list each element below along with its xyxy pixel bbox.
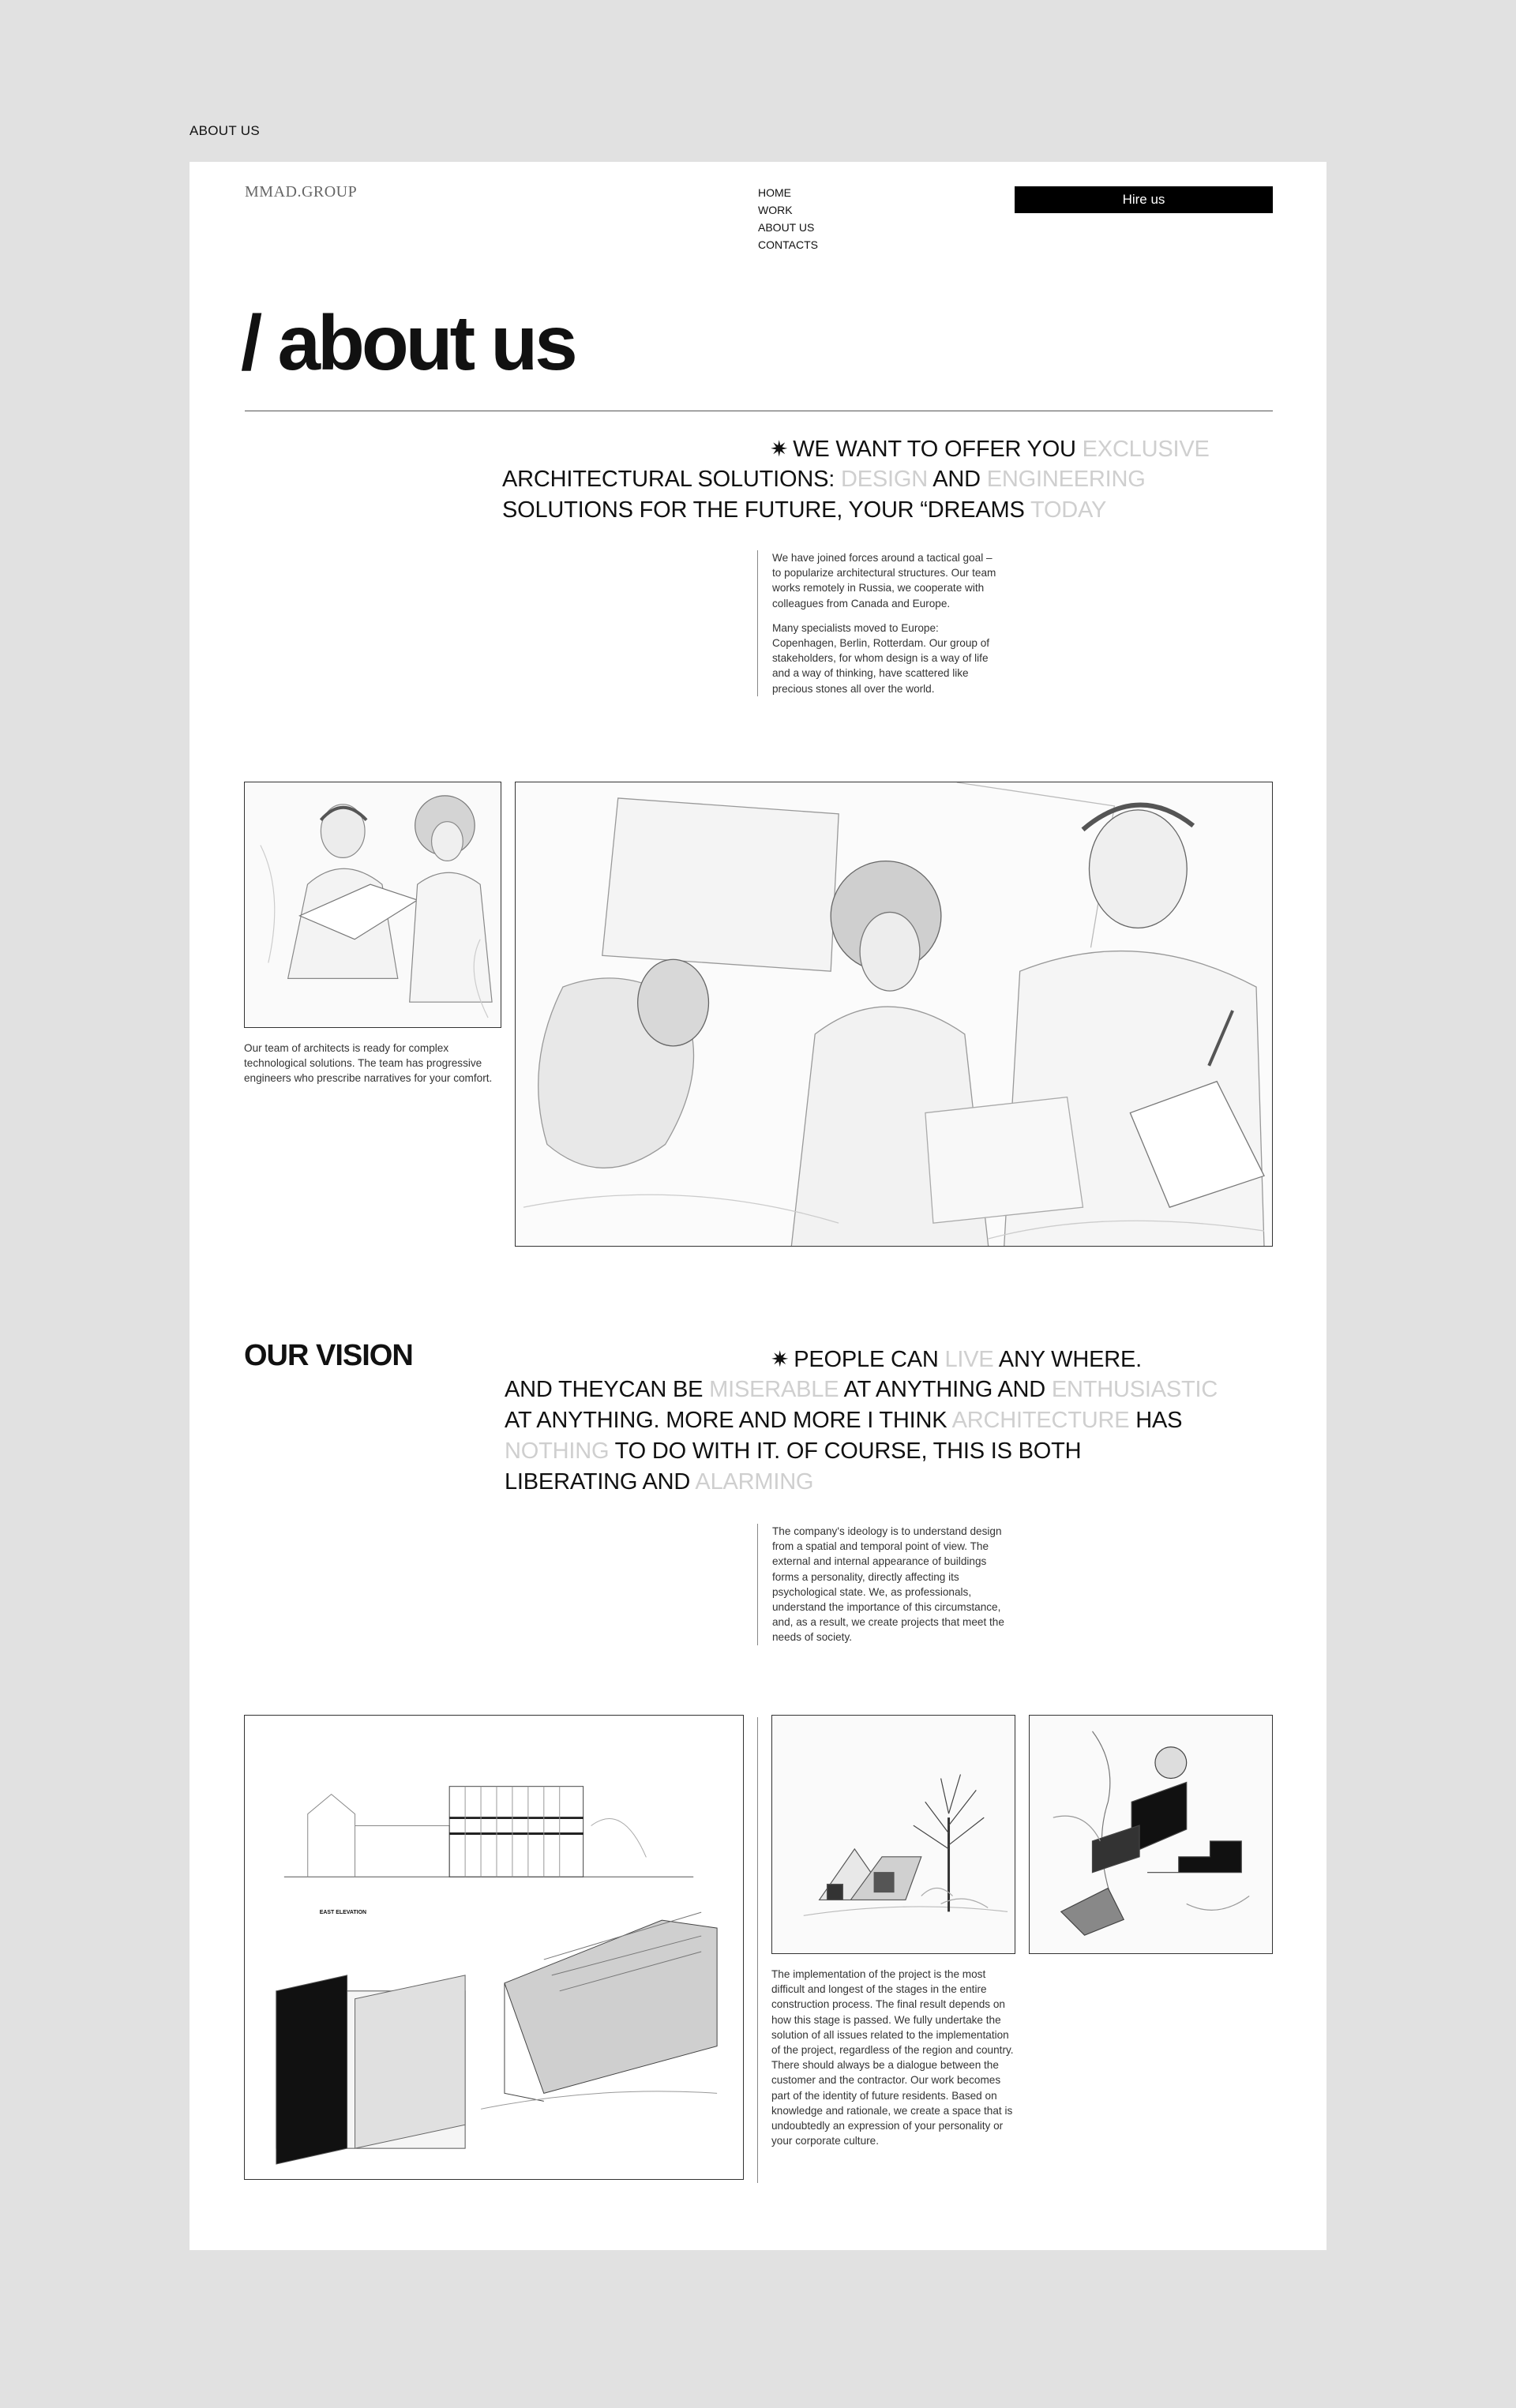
- star-icon: ✷: [770, 437, 789, 461]
- logo[interactable]: MMAD.GROUP: [245, 183, 358, 201]
- hero-paragraph: We have joined forces around a tactical goal – to popularize architectural structures. Our team works remotely in Russia, we cooperate with colleagues from Canada and Europe.: [772, 552, 996, 610]
- star-icon: ✷: [771, 1347, 790, 1371]
- hero-statement-line-1: ✷ WE WANT TO OFFER YOU EXCLUSIVE: [770, 433, 1210, 465]
- nav-home[interactable]: HOME: [758, 186, 791, 199]
- vision-body-text: [757, 1524, 1005, 1645]
- column-divider: [757, 1717, 758, 2183]
- hero-statement-line-3: SOLUTIONS FOR THE FUTURE, YOUR “DREAMS TODAY: [502, 497, 1107, 523]
- elevation-label: EAST ELEVATION: [319, 1910, 367, 1916]
- vision-statement-line-5: LIBERATING AND ALARMING: [505, 1469, 814, 1495]
- house-sketch-image: [771, 1715, 1015, 1954]
- project-text: The implementation of the project is the most difficult and longest of the stages in the entire construction process. The final result depends on how this stage is passed. We fully undertake the solution of all issues related to the implementation of the project, regardless of the region and country. There should always be a dialogue between the customer and the contractor. Our work becomes part of the identity of future residents. Based on knowledge and rationale, we create a space that is undoubtedly an expression of your personality or your corporate culture.: [771, 1968, 1014, 2147]
- vision-statement-line-2: AND THEYCAN BE MISERABLE AT ANYTHING AND ENTHUSIASTIC: [505, 1377, 1218, 1402]
- nav-contacts[interactable]: CONTACTS: [758, 238, 818, 251]
- hero-statement-line-2: ARCHITECTURAL SOLUTIONS: DESIGN AND ENGINEERING: [502, 467, 1146, 492]
- architecture-drawings-image: [244, 1715, 744, 2180]
- team-sketch-image: [244, 782, 501, 1028]
- team-caption: Our team of architects is ready for complex technological solutions. The team has progressive engineers who prescribe narratives for your comfort.: [244, 1042, 493, 1085]
- page-title: / about us: [241, 299, 575, 386]
- nav-work[interactable]: WORK: [758, 204, 793, 216]
- about-page: [190, 162, 1326, 2250]
- hero-paragraph: Many specialists moved to Europe: Copenhagen, Berlin, Rotterdam. Our group of stakeholders, for whom design is a way of life and a way of thinking, have scattered like precious stones all over the world.: [772, 621, 990, 695]
- vision-heading: OUR VISION: [244, 1339, 413, 1372]
- hire-us-button[interactable]: Hire us: [1015, 186, 1273, 213]
- vision-statement-line-4: NOTHING TO DO WITH IT. OF COURSE, THIS IS BOTH: [505, 1438, 1082, 1464]
- nav-about-us[interactable]: ABOUT US: [758, 221, 815, 234]
- vision-paragraph: The company's ideology is to understand design from a spatial and temporal point of view. The external and internal appearance of buildings forms a personality, directly affecting its psychological state. We, as professionals, understand the importance of this circumstance, and, as a result, we create projects that meet the needs of society.: [772, 1525, 1004, 1644]
- team-large-sketch-image: [515, 782, 1273, 1247]
- vision-statement-line-3: AT ANYTHING. MORE AND MORE I THINK ARCHITECTURE HAS: [505, 1408, 1183, 1433]
- abstract-sketch-image: [1029, 1715, 1273, 1954]
- main-nav: [758, 186, 818, 252]
- page-label: ABOUT US: [190, 123, 260, 138]
- hero-body-text: [757, 550, 1001, 696]
- vision-statement-line-1: ✷ PEOPLE CAN LIVE ANY WHERE.: [771, 1344, 1142, 1375]
